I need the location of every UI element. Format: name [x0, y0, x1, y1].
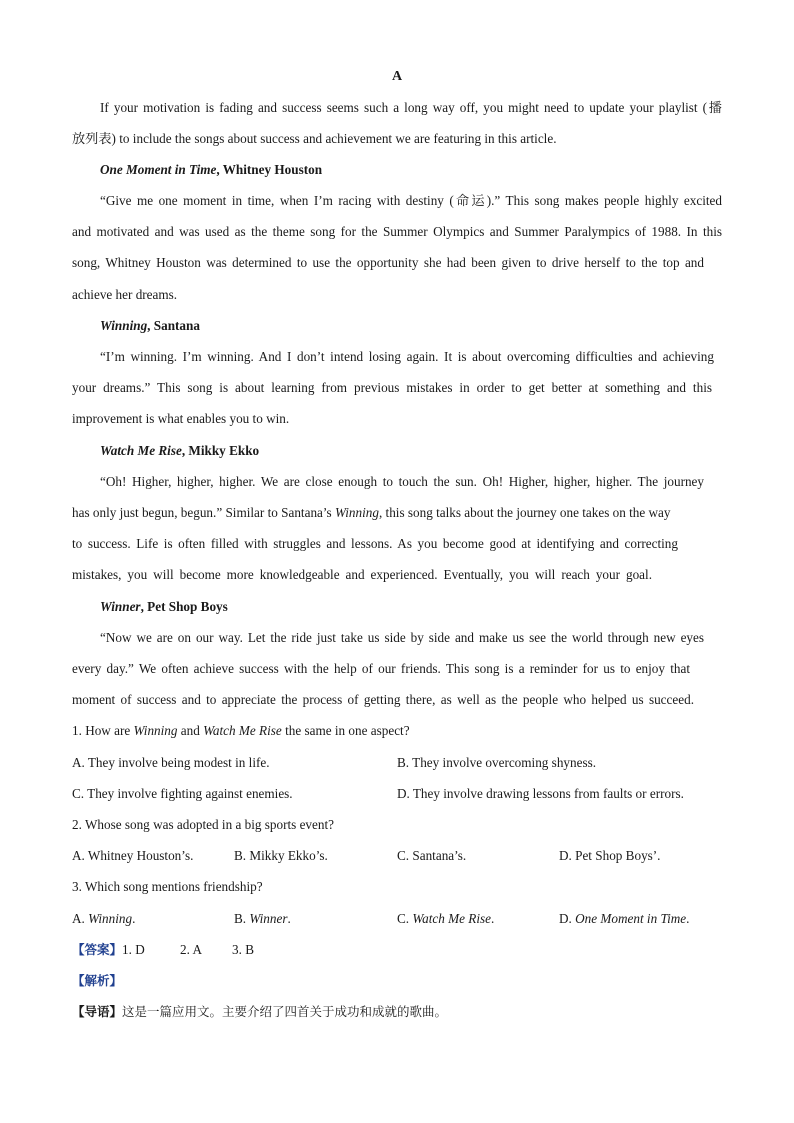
- answer-3: 3. B: [232, 942, 254, 957]
- song-heading-4: [100, 598, 228, 616]
- q1-option-a: A. They involve being modest in life.: [72, 755, 270, 770]
- guide-line: [72, 1003, 447, 1021]
- song-heading-2: [100, 317, 200, 335]
- song-1-line-3: song, Whitney Houston was determined to use the opportunity she had been given to drive herself to the top and: [72, 255, 704, 270]
- song-artist: , Whitney Houston: [216, 162, 323, 177]
- q3-option-d: D. One Moment in Time.: [559, 911, 690, 926]
- song-2-line-1: “I’m winning. I’m winning. And I don’t intend losing again. It is about overcoming difficulties and achieving: [100, 349, 714, 364]
- q3-option-b: B. Winner.: [234, 911, 291, 926]
- option-letter: D.: [559, 911, 576, 926]
- answer-line: [72, 941, 145, 959]
- option-title: One Moment in Time: [575, 911, 687, 926]
- q1-italic-2: Watch Me Rise: [203, 723, 282, 738]
- song-2-line-3: improvement is what enables you to win.: [72, 411, 290, 426]
- song-heading-3: [100, 442, 259, 460]
- song-2-line-2: your dreams.” This song is about learning from previous mistakes in order to get better at something and this: [72, 380, 712, 395]
- analysis-label: 【解析】: [72, 973, 123, 988]
- question-2: 2. Whose song was adopted in a big sports event?: [72, 817, 334, 832]
- song-artist: , Mikky Ekko: [181, 443, 260, 458]
- song-artist: , Pet Shop Boys: [140, 599, 228, 614]
- passage-title: A: [391, 69, 403, 84]
- question-1: [72, 722, 410, 740]
- song-3-line-2-tail: , this song talks about the journey one takes on the way: [378, 505, 671, 520]
- song-title: Winning: [100, 318, 148, 333]
- q1-pre: 1. How are: [72, 723, 134, 738]
- song-3-line-4: mistakes, you will become more knowledgeable and experienced. Eventually, you will reach your goal.: [72, 567, 652, 582]
- song-heading-1: [100, 161, 322, 179]
- q2-option-a: A. Whitney Houston’s.: [72, 848, 194, 863]
- answer-1: 1. D: [122, 942, 145, 957]
- q1-mid: and: [177, 723, 204, 738]
- q3-option-c: C. Watch Me Rise.: [397, 911, 495, 926]
- song-1-line-2: and motivated and was used as the theme song for the Summer Olympics and Summer Paralympics of 1988. In this: [72, 224, 722, 239]
- option-letter: A.: [72, 911, 89, 926]
- song-3-line-2-italic: Winning: [334, 505, 379, 520]
- option-title: Winning: [88, 911, 133, 926]
- song-title: One Moment in Time: [100, 162, 217, 177]
- guide-label: 【导语】: [72, 1004, 123, 1019]
- intro-line-1: If your motivation is fading and success seems such a long way off, you might need to update your playlist (播: [100, 100, 722, 115]
- q1-post: the same in one aspect?: [281, 723, 410, 738]
- song-artist: , Santana: [147, 318, 200, 333]
- song-3-line-1: “Oh! Higher, higher, higher. We are close enough to touch the sun. Oh! Higher, higher, higher. The journey: [100, 474, 704, 489]
- option-letter: B.: [234, 911, 250, 926]
- song-title: Watch Me Rise: [100, 443, 182, 458]
- q2-option-c: C. Santana’s.: [397, 848, 467, 863]
- song-1-line-1: “Give me one moment in time, when I’m racing with destiny (命运).” This song makes people highly excited: [100, 193, 722, 208]
- song-title: Winner: [100, 599, 141, 614]
- answer-label: 【答案】: [72, 942, 123, 957]
- song-3-line-3: to success. Life is often filled with struggles and lessons. As you become good at identifying and correcting: [72, 536, 678, 551]
- q2-option-d: D. Pet Shop Boys’.: [559, 848, 661, 863]
- option-title: Watch Me Rise: [412, 911, 492, 926]
- song-3-line-2-start: has only just begun, begun.” Similar to Santana’s: [72, 505, 335, 520]
- song-4-line-2: every day.” We often achieve success with the help of our friends. This song is a reminder for us to enjoy that: [72, 661, 690, 676]
- q1-option-d: D. They involve drawing lessons from faults or errors.: [397, 786, 684, 801]
- option-title: Winner: [249, 911, 288, 926]
- song-4-line-3: moment of success and to appreciate the process of getting there, as well as the people who helped us succeed.: [72, 692, 694, 707]
- option-letter: C.: [397, 911, 413, 926]
- question-3: 3. Which song mentions friendship?: [72, 879, 263, 894]
- q3-option-a: A. Winning.: [72, 911, 136, 926]
- q1-italic-1: Winning: [133, 723, 178, 738]
- guide-text: 这是一篇应用文。主要介绍了四首关于成功和成就的歌曲。: [122, 1004, 448, 1019]
- q1-option-b: B. They involve overcoming shyness.: [397, 755, 597, 770]
- intro-line-2: 放列表) to include the songs about success and achievement we are featuring in this article.: [72, 131, 557, 146]
- q1-option-c: C. They involve fighting against enemies.: [72, 786, 293, 801]
- song-4-line-1: “Now we are on our way. Let the ride just take us side by side and make us see the world through new eyes: [100, 630, 704, 645]
- q2-option-b: B. Mikky Ekko’s.: [234, 848, 328, 863]
- song-1-line-4: achieve her dreams.: [72, 287, 178, 302]
- song-3-line-2: [72, 504, 671, 522]
- answer-2: 2. A: [180, 942, 202, 957]
